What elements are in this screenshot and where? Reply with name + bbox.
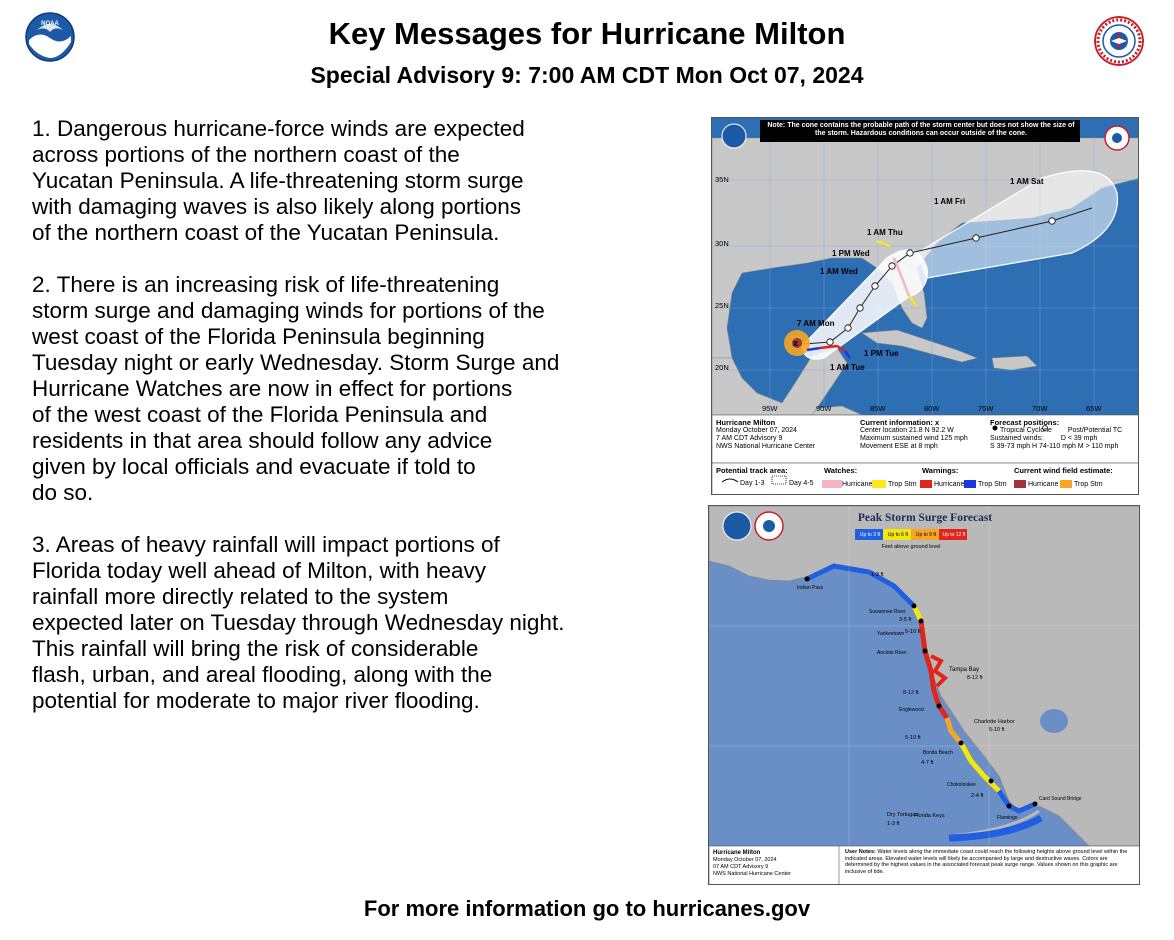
lon-label: 65W — [1086, 404, 1102, 413]
surge-notes-title: User Notes: — [845, 849, 876, 855]
surge-title: Peak Storm Surge Forecast — [857, 512, 993, 524]
track-label: 1 AM Tue — [830, 363, 865, 372]
track-label: 1 AM Thu — [867, 228, 903, 237]
range-label: 5-10 ft — [989, 727, 1005, 733]
range-label: 8-12 ft — [967, 675, 983, 681]
place-label: Suwannee River — [869, 609, 906, 615]
range-label: 5-10 ft — [905, 629, 921, 635]
key-message-1 — [32, 116, 702, 246]
noaa-logo-text: NOAA — [41, 21, 59, 27]
current-center-marker: x — [793, 338, 799, 348]
legend-wind-hurricane: Hurricane — [1028, 481, 1059, 488]
forecast-d-label: D < 39 mph — [1060, 435, 1098, 442]
lon-label: 80W — [924, 404, 940, 413]
legend-track-area: Potential track area: — [716, 466, 788, 475]
legend-warnings: Warnings: — [922, 466, 959, 475]
footer-link-text: For more information go to hurricanes.gov — [363, 896, 811, 921]
legend-trop-storm-warning: Trop Stm — [978, 481, 1007, 488]
message-line: Tuesday night or early Wednesday. Storm Surge and — [32, 350, 560, 375]
forecast-tc-label: Tropical Cyclone — [1000, 427, 1052, 434]
legend-watches: Watches: — [824, 466, 858, 475]
message-line: do so. — [32, 480, 94, 505]
storm-info-line: Monday October 07, 2024 — [716, 427, 797, 434]
noaa-small-icon — [722, 124, 746, 148]
surge-storm-line: 07 AM CDT Advisory 9 — [713, 864, 769, 870]
lon-label: 90W — [816, 404, 832, 413]
message-line: Florida today well ahead of Milton, with heavy — [32, 558, 486, 583]
advisory-subtitle: Special Advisory 9: 7:00 AM CDT Mon Oct 07, 2024 — [310, 62, 864, 88]
storm-name: Hurricane Milton — [716, 418, 776, 427]
scale-label: Up to 9 ft — [915, 532, 937, 538]
lat-label: 20N — [715, 363, 729, 372]
lat-label: 25N — [715, 301, 729, 310]
track-label: 1 PM Tue — [864, 349, 899, 358]
key-message-3 — [32, 532, 702, 714]
range-label: 5-10 ft — [905, 735, 921, 741]
surge-notes-text: Water levels along the immediate coast could reach the following heights above ground level within the indicated areas. Elevated water levels will likely be accompanied by large and destructive waves. Colors are determined by the highest values in the associated forecast peak surge range. Values shown on this graphic are inclusive of tide. — [845, 849, 1128, 875]
message-line: residents in that area should follow any advice — [32, 428, 493, 453]
place-label: Bonita Beach — [923, 750, 953, 756]
lon-label: 70W — [1032, 404, 1048, 413]
range-label: 1-3 ft — [871, 572, 884, 578]
forecast-info-title: Forecast positions: — [990, 418, 1060, 427]
message-line: expected later on Tuesday through Wednesday night. — [32, 610, 565, 635]
track-label: 1 PM Wed — [832, 249, 870, 258]
track-label: 1 AM Fri — [934, 197, 966, 206]
surge-user-notes — [845, 849, 1135, 875]
message-line: 3. Areas of heavy rainfall will impact portions of — [32, 532, 500, 557]
trop-storm-watch-swatch — [872, 480, 886, 488]
page-title: Key Messages for Hurricane Milton — [328, 16, 846, 51]
hurricane-watch-swatch — [822, 480, 842, 488]
message-line: of the northern coast of the Yucatan Peninsula. — [32, 220, 500, 245]
legend-wind-trop-storm: Trop Stm — [1074, 481, 1103, 488]
message-line: 1. Dangerous hurricane-force winds are expected — [32, 116, 525, 141]
storm-info-block — [716, 418, 856, 451]
day45-swatch — [772, 476, 786, 484]
current-info-line: Center location 21.8 N 92.2 W — [860, 427, 954, 434]
place-label: Tampa Bay — [949, 667, 980, 673]
cone-map-panel — [711, 117, 1139, 495]
place-label: Englewood — [899, 707, 924, 713]
key-messages — [32, 116, 702, 740]
forecast-info-block — [990, 418, 1138, 451]
message-line: storm surge and damaging winds for portions of the — [32, 298, 545, 323]
place-label: Card Sound Bridge — [1039, 796, 1082, 802]
wind-hurricane-swatch — [1014, 480, 1026, 488]
range-label: 1-3 ft — [887, 821, 900, 827]
cone-note: Note: The cone contains the probable path of the storm center but does not show the size of the storm. Hazardous conditions can occur outside of the cone. — [767, 122, 1075, 137]
key-message-2 — [32, 272, 702, 506]
current-info-title: Current information: x — [860, 418, 940, 427]
lon-label: 85W — [870, 404, 886, 413]
feet-label: Feet above ground level — [881, 544, 941, 550]
forecast-shm-label: S 39-73 mph H 74-110 mph M > 110 mph — [990, 443, 1119, 450]
surge-storm-line: NWS National Hurricane Center — [713, 871, 791, 877]
track-label: 7 AM Mon — [797, 319, 835, 328]
current-info-line: Maximum sustained wind 125 mph — [860, 435, 968, 442]
scale-label: Up to 6 ft — [887, 532, 909, 538]
range-label: 3-5 ft — [899, 617, 912, 623]
lat-label: 35N — [715, 175, 729, 184]
lon-label: 95W — [762, 404, 778, 413]
range-label: 2-4 ft — [971, 793, 984, 799]
message-line: with damaging waves is also likely along portions — [32, 194, 522, 219]
legend-hurricane-watch: Hurricane — [842, 481, 873, 488]
scale-label: Up to 3 ft — [859, 532, 881, 538]
track-label: 1 AM Wed — [820, 267, 858, 276]
message-line: west coast of the Florida Peninsula beginning — [32, 324, 485, 349]
surge-storm-info — [713, 850, 837, 878]
place-label: Florida Keys — [914, 813, 945, 819]
lon-label: 75W — [978, 404, 994, 413]
lake-okeechobee — [1040, 709, 1068, 733]
message-line: flash, urban, and areal flooding, along with the — [32, 662, 493, 687]
message-line: Yucatan Peninsula. A life-threatening storm surge — [32, 168, 524, 193]
legend-hurricane-warning: Hurricane — [934, 481, 965, 488]
forecast-post-tc-label: Post/Potential TC — [1067, 427, 1123, 434]
lat-label: 30N — [715, 239, 729, 248]
current-info-line: Movement ESE at 8 mph — [860, 443, 938, 450]
place-label: Flamingo — [997, 815, 1018, 821]
hurricane-warning-swatch — [920, 480, 932, 488]
place-label: Chokoloskee — [947, 782, 976, 788]
current-info-block — [860, 418, 986, 451]
legend-wind-field: Current wind field estimate: — [1014, 466, 1113, 475]
track-label: 1 AM Sat — [1010, 177, 1044, 186]
range-label: 8-12 ft — [903, 690, 919, 696]
wind-trop-storm-swatch — [1060, 480, 1072, 488]
surge-storm-line: Monday October 07, 2024 — [713, 857, 777, 863]
place-label: Charlotte Harbor — [974, 719, 1015, 725]
surge-storm-name: Hurricane Milton — [713, 850, 761, 856]
place-label: Indian Pass — [797, 585, 824, 591]
legend-day45: Day 4-5 — [789, 480, 814, 487]
place-label: Anclote River — [877, 650, 907, 656]
message-line: of the west coast of the Florida Peninsula and — [32, 402, 488, 427]
storm-info-line: NWS National Hurricane Center — [716, 443, 816, 450]
legend-day13: Day 1-3 — [740, 480, 765, 487]
message-line: 2. There is an increasing risk of life-threatening — [32, 272, 500, 297]
surge-map — [709, 506, 1140, 885]
message-line: given by local officials and evacuate if told to — [32, 454, 476, 479]
message-line: potential for moderate to major river flooding. — [32, 688, 480, 713]
place-label: Yankeetown — [877, 631, 905, 637]
surge-map-panel — [708, 505, 1140, 885]
nws-small-icon-center — [1112, 133, 1122, 143]
message-line: Hurricane Watches are now in effect for portions — [32, 376, 513, 401]
message-line: This rainfall will bring the risk of considerable — [32, 636, 479, 661]
range-label: 4-7 ft — [921, 760, 934, 766]
message-line: across portions of the northern coast of the — [32, 142, 460, 167]
trop-storm-warning-swatch — [964, 480, 976, 488]
forecast-winds-label: Sustained winds: — [990, 435, 1043, 442]
scale-label: Up to 12 ft — [942, 532, 966, 538]
storm-info-line: 7 AM CDT Advisory 9 — [716, 435, 783, 442]
legend-trop-storm-watch: Trop Stm — [888, 481, 917, 488]
message-line: rainfall more directly related to the system — [32, 584, 449, 609]
place-label: Dry Tortugas — [887, 812, 919, 818]
